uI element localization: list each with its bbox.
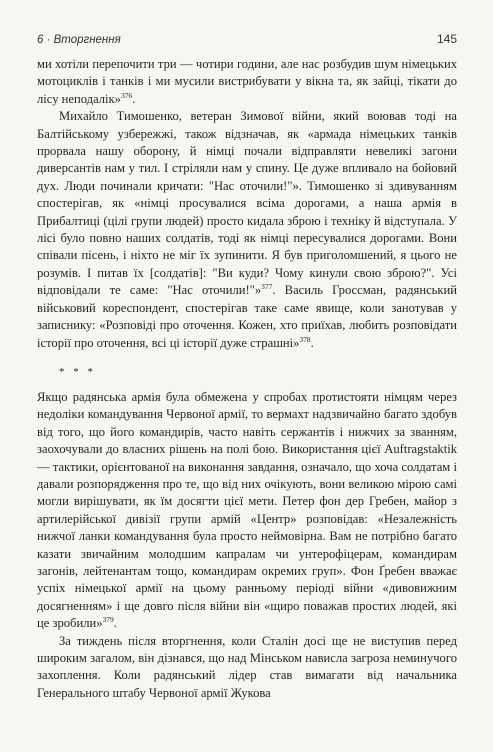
paragraph-text: .: [310, 335, 314, 350]
paragraph-1: [37, 56, 457, 108]
paragraph-text: Михайло Тимошенко, ветеран Зимової війни, який воював тоді на Балтійському узбережжі, також відзначав, як «армада німецьких танків прорвала нашу оборону, й німці почали відправляти невеликі загони диверсантів нам у тил. І стріляли нам у спину. Це дуже впливало на бойовий дух. Люди починали кричати: "Нас оточили!"». Тимошенко зі здивуванням спостерігав, як «німці просувалися всіма дорогами, а наша армія в Прибалтиці (цілі групи людей) просто кидала зброю і техніку й відступала. У лісі було повно наших солдатів, тоді як німці пересувалися дорогами. Вони співали пісень, і ніхто не міг їх зупинити. Я був приголомшений, я цього не розумів. І питав їх [солдатів]: "Ви куди? Чому кинули свою зброю?". Усі відповідали те саме: "Нас оточили!"»: [37, 109, 457, 298]
chapter-title: 6 · Вторгнення: [37, 34, 121, 46]
page-number: 145: [436, 32, 457, 46]
footnote-marker: 377: [261, 282, 273, 292]
running-header: [37, 32, 457, 46]
footnote-marker: 379: [102, 615, 114, 624]
paragraph-text: . Василь Гроссман, радянський військовий кореспондент, спостерігав таке саме явище, коли занотував у записнику: «Розповіді про оточення. Кожен, хто приїхав, любить розповідати історії про оточення, всі ці історії дуже страшні»: [37, 283, 457, 350]
page-body: [37, 56, 457, 702]
paragraph-4: [37, 633, 457, 703]
footnote-marker: 378: [299, 334, 311, 344]
section-separator: * * *: [59, 365, 96, 378]
paragraph-text: ми хотіли перепочити три — чотири години, але нас розбудив шум німецьких мотоциклів і танків і ми мусили вистрибувати у вікна та, як зайці, тікати до лісу неподалік»: [37, 57, 457, 106]
paragraph-text: Якщо радянська армія була обмежена у спробах протистояти німцям через недоліки командування Червоної армії, то вермахт надзвичайно багато здобув від того, що його командирів, часто навіть сержантів і нижчих за званням, заохочували до власних рішень на полі бою. Використання цієї Auftragstaktik — тактики, орієнтованої на виконання завдання, означало, що хоча солдатам і давали розпорядження про те, що від них очікують, вони великою мірою самі могли вирішувати, як їм досягти цієї мети. Петер фон дер Гребен, майор з артилерійської дивізії групи армій «Центр» розповідав: «Незалежність нижчої ланки командування була просто неймовірна. Вам не потрібно багато казати звичайним молодшим капралам чи унтерофіцерам, командирам загонів, лейтенантам тощо, командирам окремих груп». Фон Ґребен вважає успіх німецької армії на цьому ранньому періоді війни «дивовижним досягненням» і ще довго після війни він «щиро поважав простих людей, які це зробили»: [37, 389, 457, 631]
paragraph-text: За тиждень після вторгнення, коли Сталін досі ще не виступив перед широким загалом, він дізнався, що над Мінськом нависла загроза неминучого захоплення. Коли радянський лідер став вимагати від начальника Генерального штабу Червоної армії Жукова: [37, 633, 457, 700]
footnote-marker: 376: [120, 90, 133, 100]
paragraph-text: .: [113, 616, 117, 631]
paragraph-2: [37, 108, 457, 352]
paragraph-3: [37, 389, 457, 633]
paragraph-text: .: [132, 91, 136, 106]
